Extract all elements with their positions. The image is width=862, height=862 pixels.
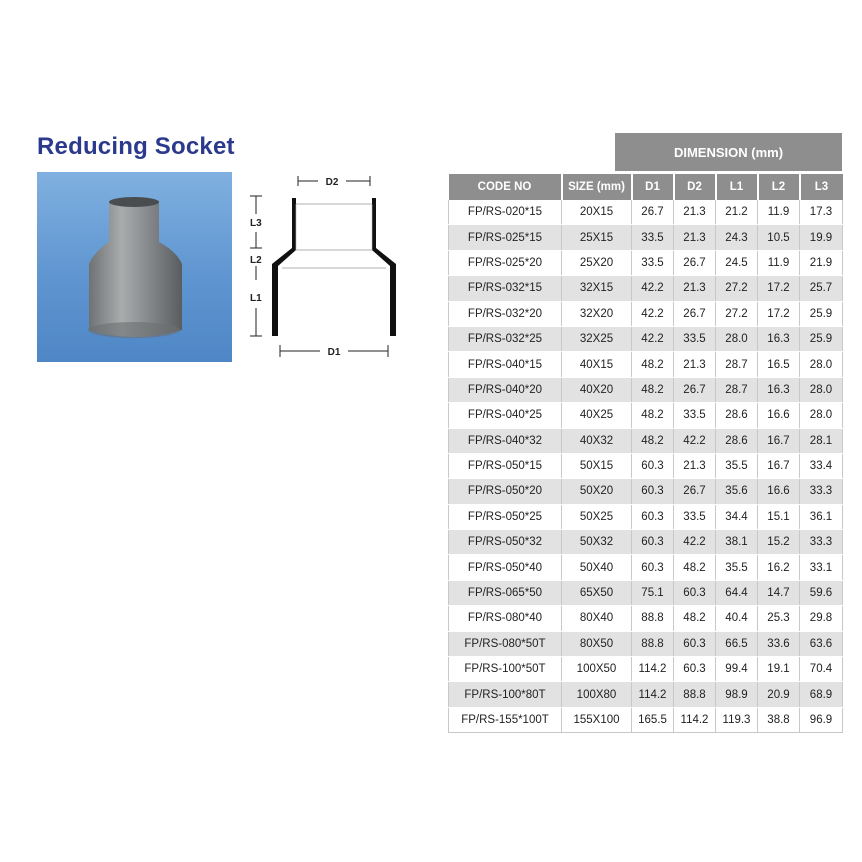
cell-l2: 16.3: [758, 326, 800, 351]
cell-l3: 59.6: [800, 580, 843, 605]
cell-l1: 27.2: [716, 301, 758, 326]
cell-l3: 28.0: [800, 377, 843, 402]
cell-l3: 25.9: [800, 326, 843, 351]
cell-d1: 60.3: [632, 479, 674, 504]
cell-code-no: FP/RS-050*20: [449, 479, 562, 504]
cell-l1: 28.0: [716, 326, 758, 351]
page-title: Reducing Socket: [37, 133, 235, 160]
cell-d2: 26.7: [674, 301, 716, 326]
cell-d2: 21.3: [674, 453, 716, 478]
cell-d1: 42.2: [632, 301, 674, 326]
cell-d2: 60.3: [674, 657, 716, 682]
cell-l2: 17.2: [758, 301, 800, 326]
table-row: [449, 580, 843, 605]
cell-l2: 16.7: [758, 453, 800, 478]
cell-d2: 21.3: [674, 225, 716, 250]
cell-size: 32X20: [562, 301, 632, 326]
cell-d1: 60.3: [632, 555, 674, 580]
cell-code-no: FP/RS-100*50T: [449, 657, 562, 682]
cell-code-no: FP/RS-050*40: [449, 555, 562, 580]
cell-code-no: FP/RS-050*15: [449, 453, 562, 478]
cell-l1: 35.6: [716, 479, 758, 504]
product-photo: [37, 172, 232, 362]
cell-l1: 27.2: [716, 276, 758, 301]
table-row: [449, 479, 843, 504]
cell-l2: 15.2: [758, 530, 800, 555]
column-header-size: SIZE (mm): [562, 174, 632, 200]
cell-l3: 19.9: [800, 225, 843, 250]
cell-size: 80X50: [562, 631, 632, 656]
cell-l1: 35.5: [716, 453, 758, 478]
cell-l3: 25.9: [800, 301, 843, 326]
cell-code-no: FP/RS-080*50T: [449, 631, 562, 656]
table-row: [449, 504, 843, 529]
cell-size: 50X40: [562, 555, 632, 580]
cell-d1: 48.2: [632, 403, 674, 428]
cell-d1: 60.3: [632, 453, 674, 478]
cell-l3: 96.9: [800, 707, 843, 732]
cell-l2: 17.2: [758, 276, 800, 301]
cell-l2: 33.6: [758, 631, 800, 656]
cell-d2: 21.3: [674, 276, 716, 301]
cell-l3: 33.1: [800, 555, 843, 580]
cell-size: 100X80: [562, 682, 632, 707]
cell-d1: 88.8: [632, 631, 674, 656]
cell-l3: 28.0: [800, 403, 843, 428]
table-row: [449, 657, 843, 682]
cell-l3: 25.7: [800, 276, 843, 301]
cell-size: 100X50: [562, 657, 632, 682]
cell-l3: 28.1: [800, 428, 843, 453]
cell-d2: 114.2: [674, 707, 716, 732]
cell-size: 32X15: [562, 276, 632, 301]
cell-l3: 29.8: [800, 606, 843, 631]
cell-d1: 33.5: [632, 250, 674, 275]
cell-d2: 33.5: [674, 504, 716, 529]
cell-l2: 10.5: [758, 225, 800, 250]
column-header-l3: L3: [800, 174, 843, 200]
fitting-wall-left: [272, 198, 296, 336]
table-row: [449, 326, 843, 351]
cell-d1: 48.2: [632, 352, 674, 377]
cell-l1: 24.3: [716, 225, 758, 250]
cell-d1: 26.7: [632, 200, 674, 225]
cell-code-no: FP/RS-040*15: [449, 352, 562, 377]
d2-label: D2: [325, 177, 339, 188]
dimension-table: [448, 174, 843, 733]
cell-size: 50X15: [562, 453, 632, 478]
cell-l1: 38.1: [716, 530, 758, 555]
cell-size: 25X20: [562, 250, 632, 275]
cell-d2: 42.2: [674, 428, 716, 453]
cell-d2: 48.2: [674, 606, 716, 631]
cell-code-no: FP/RS-040*20: [449, 377, 562, 402]
cell-size: 40X15: [562, 352, 632, 377]
cell-d2: 33.5: [674, 403, 716, 428]
column-header-l1: L1: [716, 174, 758, 200]
cell-d2: 88.8: [674, 682, 716, 707]
cell-size: 40X32: [562, 428, 632, 453]
cell-l1: 34.4: [716, 504, 758, 529]
cell-l1: 64.4: [716, 580, 758, 605]
table-row: [449, 631, 843, 656]
dimension-header: DIMENSION (mm): [615, 133, 842, 171]
cell-l1: 28.6: [716, 403, 758, 428]
cell-l2: 19.1: [758, 657, 800, 682]
cell-l2: 16.5: [758, 352, 800, 377]
cell-d1: 33.5: [632, 225, 674, 250]
table-row: [449, 225, 843, 250]
cell-l3: 33.3: [800, 530, 843, 555]
cell-l3: 68.9: [800, 682, 843, 707]
cell-l2: 16.6: [758, 403, 800, 428]
cell-l1: 35.5: [716, 555, 758, 580]
cell-size: 50X25: [562, 504, 632, 529]
cell-code-no: FP/RS-025*15: [449, 225, 562, 250]
cell-d1: 42.2: [632, 276, 674, 301]
cell-size: 80X40: [562, 606, 632, 631]
cell-l1: 28.7: [716, 377, 758, 402]
table-row: [449, 276, 843, 301]
cell-size: 20X15: [562, 200, 632, 225]
cell-l2: 11.9: [758, 250, 800, 275]
cell-size: 50X20: [562, 479, 632, 504]
cell-code-no: FP/RS-040*25: [449, 403, 562, 428]
cell-size: 155X100: [562, 707, 632, 732]
table-row: [449, 682, 843, 707]
d1-label: D1: [327, 347, 341, 358]
dimension-diagram: [240, 168, 420, 360]
cell-d2: 26.7: [674, 479, 716, 504]
cell-l2: 16.2: [758, 555, 800, 580]
cell-code-no: FP/RS-020*15: [449, 200, 562, 225]
cell-size: 50X32: [562, 530, 632, 555]
cell-l2: 16.3: [758, 377, 800, 402]
table-body: [449, 200, 843, 733]
cell-l2: 11.9: [758, 200, 800, 225]
cell-code-no: FP/RS-050*32: [449, 530, 562, 555]
cell-d2: 26.7: [674, 250, 716, 275]
cell-d2: 60.3: [674, 580, 716, 605]
cell-l3: 28.0: [800, 352, 843, 377]
cell-l1: 99.4: [716, 657, 758, 682]
l2-label: L2: [250, 255, 262, 266]
cell-l2: 38.8: [758, 707, 800, 732]
cell-code-no: FP/RS-155*100T: [449, 707, 562, 732]
cell-l3: 70.4: [800, 657, 843, 682]
cell-code-no: FP/RS-025*20: [449, 250, 562, 275]
cell-d2: 48.2: [674, 555, 716, 580]
cell-d2: 42.2: [674, 530, 716, 555]
cell-d1: 88.8: [632, 606, 674, 631]
cell-d1: 60.3: [632, 504, 674, 529]
cell-l3: 36.1: [800, 504, 843, 529]
cell-l2: 14.7: [758, 580, 800, 605]
table-row: [449, 555, 843, 580]
cell-d1: 114.2: [632, 682, 674, 707]
cell-l1: 40.4: [716, 606, 758, 631]
cell-code-no: FP/RS-100*80T: [449, 682, 562, 707]
cell-l1: 21.2: [716, 200, 758, 225]
cell-d1: 60.3: [632, 530, 674, 555]
table-row: [449, 453, 843, 478]
cell-code-no: FP/RS-050*25: [449, 504, 562, 529]
cell-l3: 21.9: [800, 250, 843, 275]
cell-d1: 42.2: [632, 326, 674, 351]
reducing-socket-image: [37, 172, 232, 362]
cell-l3: 33.3: [800, 479, 843, 504]
table-row: [449, 250, 843, 275]
cell-size: 25X15: [562, 225, 632, 250]
cell-code-no: FP/RS-032*20: [449, 301, 562, 326]
cell-l1: 98.9: [716, 682, 758, 707]
cell-d1: 165.5: [632, 707, 674, 732]
cell-l3: 63.6: [800, 631, 843, 656]
cell-l2: 25.3: [758, 606, 800, 631]
l1-label: L1: [250, 293, 262, 304]
cell-l1: 28.7: [716, 352, 758, 377]
cell-d1: 75.1: [632, 580, 674, 605]
table-row: [449, 428, 843, 453]
cell-d1: 114.2: [632, 657, 674, 682]
cell-d2: 33.5: [674, 326, 716, 351]
column-header-l2: L2: [758, 174, 800, 200]
l3-label: L3: [250, 218, 262, 229]
table-row: [449, 301, 843, 326]
cell-size: 40X20: [562, 377, 632, 402]
cell-l1: 24.5: [716, 250, 758, 275]
cell-l2: 16.7: [758, 428, 800, 453]
cell-size: 40X25: [562, 403, 632, 428]
cell-code-no: FP/RS-032*25: [449, 326, 562, 351]
cell-d2: 21.3: [674, 200, 716, 225]
cell-d2: 26.7: [674, 377, 716, 402]
column-header-d1: D1: [632, 174, 674, 200]
cell-l1: 66.5: [716, 631, 758, 656]
table-row: [449, 352, 843, 377]
cell-code-no: FP/RS-080*40: [449, 606, 562, 631]
cell-d1: 48.2: [632, 428, 674, 453]
cell-code-no: FP/RS-040*32: [449, 428, 562, 453]
table-row: [449, 707, 843, 732]
cell-d2: 60.3: [674, 631, 716, 656]
cell-code-no: FP/RS-032*15: [449, 276, 562, 301]
cell-l3: 17.3: [800, 200, 843, 225]
cell-l2: 20.9: [758, 682, 800, 707]
table-header-row: [449, 174, 843, 200]
cell-l1: 28.6: [716, 428, 758, 453]
column-header-code-no: CODE NO: [449, 174, 562, 200]
cell-size: 32X25: [562, 326, 632, 351]
table-row: [449, 530, 843, 555]
cell-l2: 15.1: [758, 504, 800, 529]
cell-l3: 33.4: [800, 453, 843, 478]
table-row: [449, 200, 843, 225]
table-row: [449, 403, 843, 428]
column-header-d2: D2: [674, 174, 716, 200]
table-row: [449, 377, 843, 402]
cell-l2: 16.6: [758, 479, 800, 504]
cell-d1: 48.2: [632, 377, 674, 402]
table-row: [449, 606, 843, 631]
cell-size: 65X50: [562, 580, 632, 605]
cell-d2: 21.3: [674, 352, 716, 377]
fitting-wall-right: [372, 198, 396, 336]
cell-code-no: FP/RS-065*50: [449, 580, 562, 605]
cell-l1: 119.3: [716, 707, 758, 732]
